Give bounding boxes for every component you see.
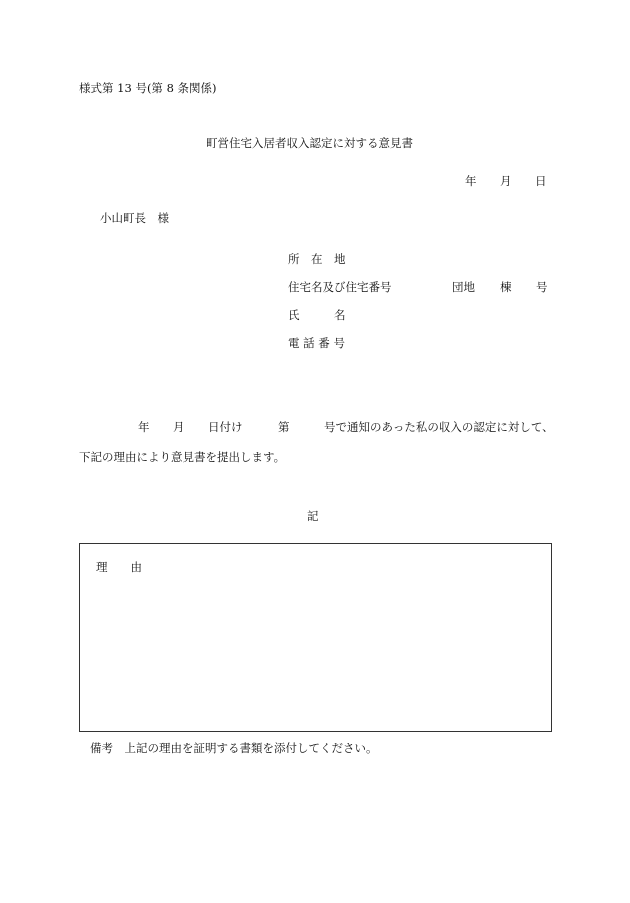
statement-number-prefix: 第 [278, 420, 290, 434]
housing-number-label: 号 [536, 280, 548, 294]
date-year-label: 年 [465, 174, 477, 188]
name-label: 氏 名 [288, 308, 346, 322]
statement-line2: 下記の理由により意見書を提出します。 [79, 450, 286, 464]
phone-label: 電 話 番 号 [288, 336, 345, 350]
housing-building-label: 棟 [500, 280, 512, 294]
reason-box [79, 543, 552, 732]
addressee: 小山町長 様 [100, 211, 169, 225]
date-day-label: 日 [535, 174, 547, 188]
form-number: 様式第 13 号(第 8 条関係) [79, 81, 217, 95]
ki-heading: 記 [307, 509, 319, 523]
statement-date-label: 日付け [208, 420, 243, 434]
housing-label: 住宅名及び住宅番号 [288, 280, 392, 294]
reason-label: 理 由 [96, 560, 142, 574]
remarks-note: 備考 上記の理由を証明する書類を添付してください。 [90, 741, 378, 755]
statement-month-label: 月 [173, 420, 185, 434]
housing-estate-label: 団地 [452, 280, 475, 294]
address-label: 所 在 地 [288, 252, 346, 266]
date-month-label: 月 [500, 174, 512, 188]
statement-year-label: 年 [138, 420, 150, 434]
statement-line1: 号で通知のあった私の収入の認定に対して、 [324, 420, 554, 434]
document-title: 町営住宅入居者収入認定に対する意見書 [206, 136, 413, 150]
